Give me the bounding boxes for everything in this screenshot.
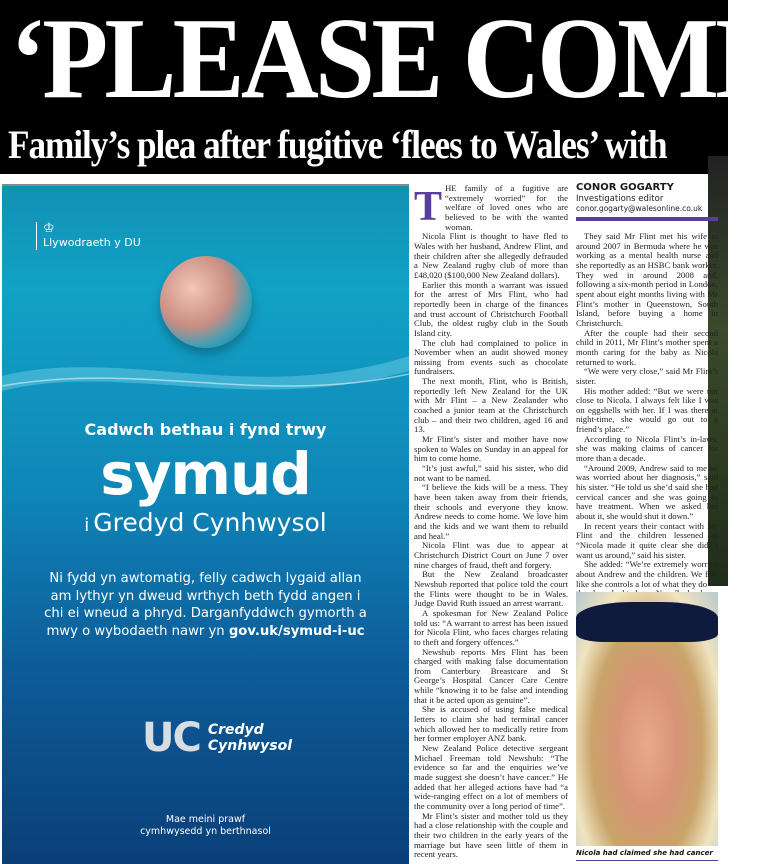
article-paragraph: She is accused of using false medical letters to claim she had terminal cancer which allowed her to medically retire from her former employer ANZ bank. [414, 704, 568, 744]
gov-logo-text: Llywodraeth y DU [43, 236, 141, 249]
nicola-flint-photo [576, 592, 718, 846]
subheadline: Family’s plea after fugitive ‘flees to Wales’ with [8, 122, 667, 167]
wave-graphic [2, 336, 409, 406]
royal-crest-icon: ♔ [43, 221, 55, 236]
article-paragraph: She added: “We’re extremely worried about Andrew and the children. We feel like she controls a lot of what they do — [576, 559, 718, 589]
article-column-2 [576, 232, 718, 587]
photo-caption: Nicola had claimed she had cancer [576, 849, 718, 861]
ad-i: i [84, 515, 90, 536]
ad-product: Gredyd Cynhwysol [93, 508, 327, 537]
author-email[interactable]: conor.gogarty@walesonline.co.uk [576, 204, 703, 213]
drop-cap: T [414, 184, 443, 230]
ad-tagline: Cadwch bethau i fynd trwy [84, 420, 327, 439]
masthead [0, 0, 784, 174]
article-paragraph: “It’s just awful,” said his sister, who did not want to be named. [414, 463, 568, 483]
ad-big-word: symud [100, 440, 311, 508]
article-paragraph: “We were very close,” said Mr Flint’s sister. [576, 366, 718, 386]
article-paragraph: Mr Flint’s sister and mother told us they had a close relationship with the couple and their two children in the early years of the marriage but have seen little of them in recent years. [414, 810, 568, 860]
article-paragraph: The next month, Flint, who is British, reportedly left New Zealand for the UK with Mr Flint – a New Zealander who coached a junior team at the Christchurch club – and their two children, aged 16 and 13. [414, 376, 568, 435]
ad-url-link[interactable]: gov.uk/symud-i-uc [228, 623, 365, 639]
article-paragraph: After the couple had their second child in 2011, Mr Flint’s mother spent a month caring for the baby as Nicola returned to work. [576, 327, 718, 367]
ad-body [2, 570, 409, 640]
article-paragraph: The club had complained to police in November when an audit showed money missing from events such as chocolate fundraisers. [414, 337, 568, 377]
article-paragraph: They said Mr Flint met his wife in around 2007 in Bermuda where he was working as a mental health nurse and she reportedly as an HSBC bank worker. They wed in around 2008 and, following a six-month period in London, spent about eight months living with Mr Flint’s mother in Queenstown, South Island, before buying a home in Christchurch. [576, 231, 718, 328]
disclaimer-line-2: cymhwysedd yn berthnasol [140, 826, 271, 837]
article-paragraph: “I believe the kids will be a mess. They have been taken away from their friends, their schools and everyone they know. Andrew needs to come home. We love him and the kids and we want them to rebuild and heal.” [414, 482, 568, 541]
byline [576, 182, 718, 221]
article-column-1 [414, 184, 568, 864]
article-paragraph: But the New Zealand broadcaster Newshub reported that police told the court the Flints were thought to be in Wales. Judge David Ruth issued an arrest warrant. [414, 569, 568, 609]
ad-product-line [2, 508, 409, 541]
article-paragraph: In recent years their contact with Mr Flint and the children lessened as “Nicola made it quite clear she didn’t want us around,” said his sister. [576, 520, 718, 560]
uc-mark: UC [142, 715, 200, 761]
sunglasses [576, 602, 718, 642]
article-paragraph: Newshub reports Mrs Flint has been charged with making false documentation from Canterbury Breastcare and St George’s Hospital Cancer Care Centre while “knowing it to be false and intending that it be acted upon as genuine”. [414, 646, 568, 705]
article-paragraph: Nicola Flint is thought to have fled to Wales with her husband, Andrew Flint, and their children after she allegedly defrauded a New Zealand rugby club of more than £48,020 ($100,000 New Zealand dollars). [414, 231, 568, 280]
article-paragraph: According to Nicola Flint’s in-laws, she was making claims of cancer for more than a decade. [576, 433, 718, 464]
headline: ‘PLEASE COME [10, 0, 784, 123]
ad-disclaimer [2, 814, 409, 838]
disclaimer-line-1: Mae meini prawf [165, 814, 246, 825]
article-paragraph: Nicola Flint was due to appear at Christchurch District Court on June 7 over nine charges of fraud, theft and forgery. [414, 540, 568, 570]
author-name: CONOR GOGARTY [576, 182, 674, 193]
ball-image [160, 256, 252, 348]
article-paragraph: His mother added: “But we were not close to Nicola. I always felt like I was on eggshells with her. If I was there at night-time, she would go out to a friend’s place.” [576, 385, 718, 435]
article-paragraph: A spokesman for New Zealand Police told us: “A warrant to arrest has been issued for Nicola Flint, who faces charges relating to theft and forgery offences.” [414, 607, 568, 647]
uc-name-2: Cynhwysol [207, 738, 292, 754]
universal-credit-advert [2, 184, 409, 864]
uk-government-logo [36, 222, 141, 250]
uc-logo [142, 716, 292, 760]
article-paragraph: HE family of a fugitive are “extremely worried” for the welfare of loved ones who are believed to be with the wanted woman. [445, 183, 568, 232]
author-role: Investigations editor [576, 194, 664, 204]
article-paragraph: New Zealand Police detective sergeant Michael Freeman told Newshub: “The evidence so far and the enquiries we’ve made suggest she doesn’t have cancer.” He added that her alleged actions have had “a wide-ranging effect on a lot of members of the community over a long period of time”. [414, 743, 568, 811]
article-paragraph: Mr Flint’s sister and mother have now spoken to Wales on Sunday in an appeal for him to come home. [414, 434, 568, 464]
uc-name-1: Credyd [207, 722, 264, 738]
ad-body-text: Ni fydd yn awtomatig, felly cadwch lygaid allan am lythyr yn dweud wrthych beth fydd angen i chi ei wneud a phryd. Darganfyddwch gymorth a mwy o wybodaeth nawr yn [44, 571, 367, 639]
article-paragraph: “Around 2009, Andrew said to me he was worried about her diagnosis,” said his sister. “He told us she’d said she had cervical cancer and she was going to have treatment. When we asked her about it, she would shut it down.” [576, 462, 718, 522]
article-paragraph: Earlier this month a warrant was issued for the arrest of Mrs Flint, who had reportedly been in charge of the finances and trust account of Christchurch Football Club, the oldest rugby club in the South Island city. [414, 279, 568, 338]
